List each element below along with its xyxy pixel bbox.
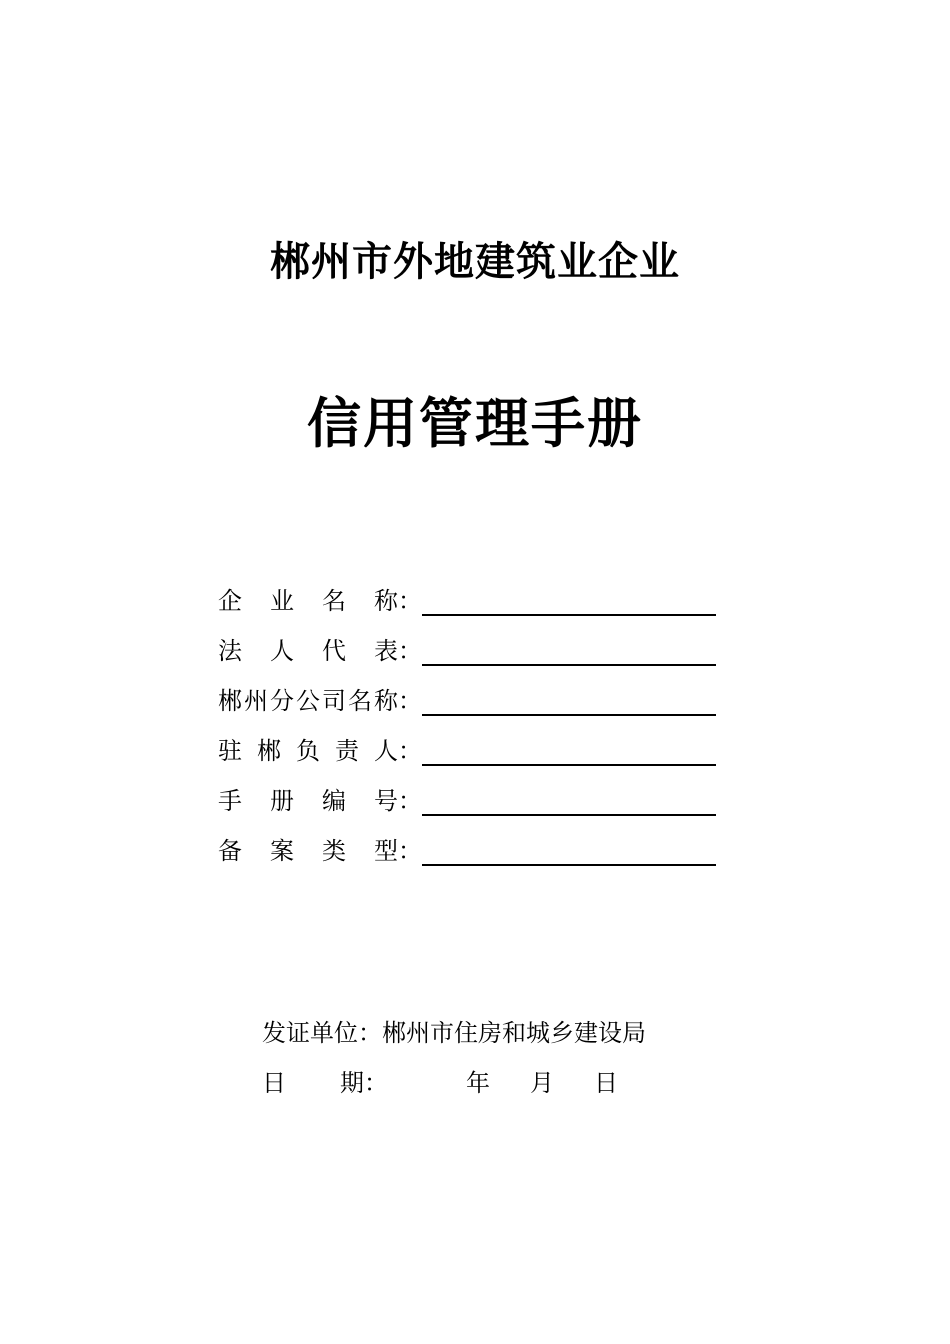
label-char: 名 (322, 587, 346, 615)
label-char: 法 (218, 637, 242, 665)
field-company-name (218, 568, 718, 618)
field-label (218, 834, 422, 868)
label-char: 郴 (257, 737, 281, 765)
date-label-ri: 日 (262, 1069, 286, 1097)
date-label-qi: 期： (340, 1069, 388, 1097)
company-name-blank[interactable] (422, 584, 716, 616)
date-month: 月 (530, 1069, 554, 1097)
label-char: 司 (322, 687, 346, 715)
label-char: 企 (218, 587, 242, 615)
label-char: 分 (270, 687, 294, 715)
label-char: 责 (335, 737, 359, 765)
field-local-manager (218, 718, 718, 768)
title-line-2: 信用管理手册 (307, 391, 643, 455)
label-char: 类 (322, 837, 346, 865)
label-char: 人 (270, 637, 294, 665)
local-manager-blank[interactable] (422, 734, 716, 766)
date-year: 年 (466, 1069, 490, 1097)
label-char: 手 (218, 787, 242, 815)
label-char: 称： (374, 587, 422, 615)
manual-number-blank[interactable] (422, 784, 716, 816)
label-char: 备 (218, 837, 242, 865)
field-branch-name (218, 668, 718, 718)
field-label (218, 734, 422, 768)
issuer-value: 郴州市住房和城乡建设局 (382, 1019, 646, 1047)
label-char: 公 (296, 687, 320, 715)
field-label (218, 784, 422, 818)
label-char: 名 (348, 687, 372, 715)
label-char: 业 (270, 587, 294, 615)
field-label (218, 584, 422, 618)
field-filing-type (218, 818, 718, 868)
field-manual-number (218, 768, 718, 818)
label-char: 册 (270, 787, 294, 815)
filing-type-blank[interactable] (422, 834, 716, 866)
label-char: 驻 (218, 737, 242, 765)
label-char: 案 (270, 837, 294, 865)
legal-representative-blank[interactable] (422, 634, 716, 666)
date-day: 日 (594, 1069, 618, 1097)
field-label (218, 634, 422, 668)
label-char: 编 (322, 787, 346, 815)
issuer-label: 发证单位： (262, 1019, 382, 1047)
label-char: 人： (374, 737, 422, 765)
label-char: 号： (374, 787, 422, 815)
field-legal-representative (218, 618, 718, 668)
label-char: 称： (374, 687, 422, 715)
label-char: 型： (374, 837, 422, 865)
title-line-1: 郴州市外地建筑业企业 (270, 238, 680, 285)
label-char: 表： (374, 637, 422, 665)
label-char: 州 (244, 687, 268, 715)
issuing-authority (262, 1016, 646, 1050)
form-fields (218, 568, 718, 868)
label-char: 代 (322, 637, 346, 665)
branch-name-blank[interactable] (422, 684, 716, 716)
field-label (218, 684, 422, 718)
label-char: 郴 (218, 687, 242, 715)
label-char: 负 (296, 737, 320, 765)
